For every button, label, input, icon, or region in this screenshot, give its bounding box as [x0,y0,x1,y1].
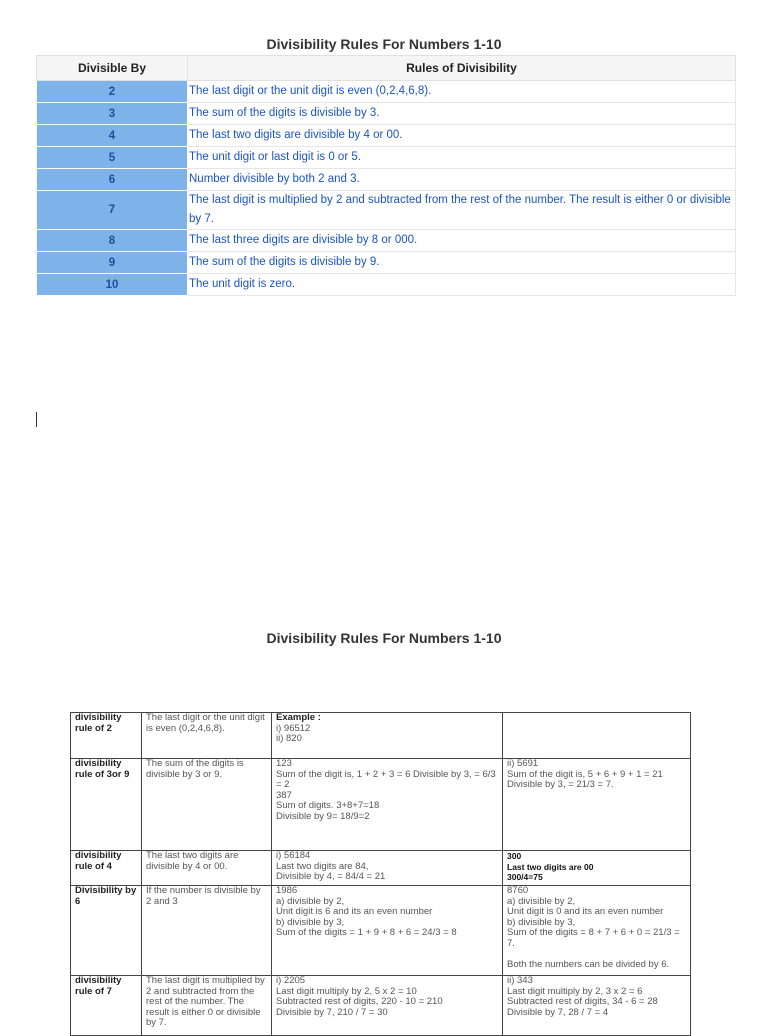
rule-description-cell: If the number is divisible by 2 and 3 [142,886,272,976]
divisor-cell: 7 [37,191,188,230]
example-line: ii) 343 [507,975,533,986]
divisor-cell: 8 [37,230,188,252]
example-line: 387 [276,789,292,801]
example-line: Example : [276,712,321,723]
example-line: Subtracted rest of digits, 34 - 6 = 28 [507,996,658,1008]
example-cell [503,851,691,886]
example-line: Sum of the digits = 8 + 7 + 6 + 0 = 21/3 = 7. [507,927,680,949]
rule-cell: Number divisible by both 2 and 3. [188,169,736,191]
example-line: a) divisible by 2, [507,895,576,907]
example-cell [272,976,503,1036]
rule-cell: The last digit or the unit digit is even (0,2,4,6,8). [188,81,736,103]
example-line: 300 [507,851,522,861]
rule-description-cell: The last digit or the unit digit is even (0,2,4,6,8). [142,713,272,759]
column-header-divisible-by: Divisible By [37,56,188,81]
example-line: Divisible by 3, = 21/3 = 7. [507,779,614,791]
table-row [37,274,736,296]
table-row [71,759,691,851]
table-row [37,147,736,169]
example-line: 300/4=75 [507,872,543,883]
example-cell [503,976,691,1036]
table-row [37,252,736,274]
rule-name-cell: divisibility rule of 3or 9 [71,759,142,851]
rule-cell: The sum of the digits is divisible by 3. [188,103,736,125]
table-row [37,81,736,103]
rule-description-cell: The last two digits are divisible by 4 or 00. [142,851,272,886]
example-line: 8760 [507,885,529,896]
rule-name-cell: divisibility rule of 4 [71,851,142,886]
example-cell [503,886,691,976]
table-row [71,976,691,1036]
rule-cell: The sum of the digits is divisible by 9. [188,252,736,274]
example-line: b) divisible by 3, [507,916,576,928]
column-header-rules: Rules of Divisibility [188,56,736,81]
divisor-cell: 3 [37,103,188,125]
divisor-cell: 10 [37,274,188,296]
example-line: Sum of digits. 3+8+7=18 [276,800,380,812]
example-line: Divisible by 4, = 84/4 = 21 [276,871,386,883]
divisibility-examples-table [70,712,691,1036]
table-row [71,886,691,976]
divisor-cell: 6 [37,169,188,191]
rule-cell: The last two digits are divisible by 4 or 00. [188,125,736,147]
example-cell [272,713,503,759]
rule-name-cell: Divisibility by 6 [71,886,142,976]
example-line: i) 2205 [276,975,306,986]
example-line: i) 96512 [276,722,311,734]
divisor-cell: 4 [37,125,188,147]
example-line: Unit digit is 6 and its an even number [276,906,433,918]
example-cell [272,886,503,976]
divisor-cell: 9 [37,252,188,274]
text-cursor [36,412,37,427]
example-line: Last digit multiply by 2, 5 x 2 = 10 [276,985,417,997]
rule-cell: The unit digit or last digit is 0 or 5. [188,147,736,169]
example-line: Divisible by 7, 210 / 7 = 30 [276,1006,388,1018]
example-line: Subtracted rest of digits, 220 - 10 = 210 [276,996,443,1008]
example-line: Last two digits are 84, [276,860,369,872]
rule-name-cell: divisibility rule of 7 [71,976,142,1036]
table-row [71,851,691,886]
example-line: Sum of the digits = 1 + 9 + 8 + 6 = 24/3 = 8 [276,927,457,939]
table-row [37,191,736,230]
rule-cell: The last digit is multiplied by 2 and subtracted from the rest of the number. The result is either 0 or divisible by 7. [188,191,736,230]
rule-name-cell: divisibility rule of 2 [71,713,142,759]
example-line: Sum of the digit is, 5 + 6 + 9 + 1 = 21 [507,768,663,780]
table-header-row [37,56,736,81]
example-cell [272,851,503,886]
example-line: Unit digit is 0 and its an even number [507,906,664,918]
example-line: Last digit multiply by 2, 3 x 2 = 6 [507,985,643,997]
example-line: a) divisible by 2, [276,895,345,907]
example-line: 123 [276,758,292,769]
table-row [37,125,736,147]
table-row [71,713,691,759]
example-line: Divisible by 7, 28 / 7 = 4 [507,1006,609,1018]
rule-cell: The unit digit is zero. [188,274,736,296]
page-title: Divisibility Rules For Numbers 1-10 [266,36,502,52]
example-line: ii) 5691 [507,758,539,769]
divisor-cell: 2 [37,81,188,103]
example-line: Divisible by 9= 18/9=2 [276,810,370,822]
table-row [37,169,736,191]
divisibility-rules-table [36,55,736,296]
rule-description-cell: The last digit is multiplied by 2 and subtracted from the rest of the number. The result is either 0 or divisible by 7. [142,976,272,1036]
example-line: Both the numbers can be divided by 6. [507,959,670,971]
example-line: 1986 [276,885,298,896]
example-cell [503,759,691,851]
rule-cell: The last three digits are divisible by 8 or 000. [188,230,736,252]
table-row [37,103,736,125]
section-title: Divisibility Rules For Numbers 1-10 [266,630,502,646]
table-row [37,230,736,252]
example-cell [503,713,691,759]
example-line: ii) 820 [276,733,302,745]
example-line: Sum of the digit is, 1 + 2 + 3 = 6 Divisible by 3, = 6/3 = 2 [276,768,496,791]
divisor-cell: 5 [37,147,188,169]
example-line: i) 56184 [276,850,311,861]
example-line: Last two digits are 00 [507,861,594,872]
rule-description-cell: The sum of the digits is divisible by 3 or 9. [142,759,272,851]
example-line: b) divisible by 3, [276,916,345,928]
example-cell [272,759,503,851]
